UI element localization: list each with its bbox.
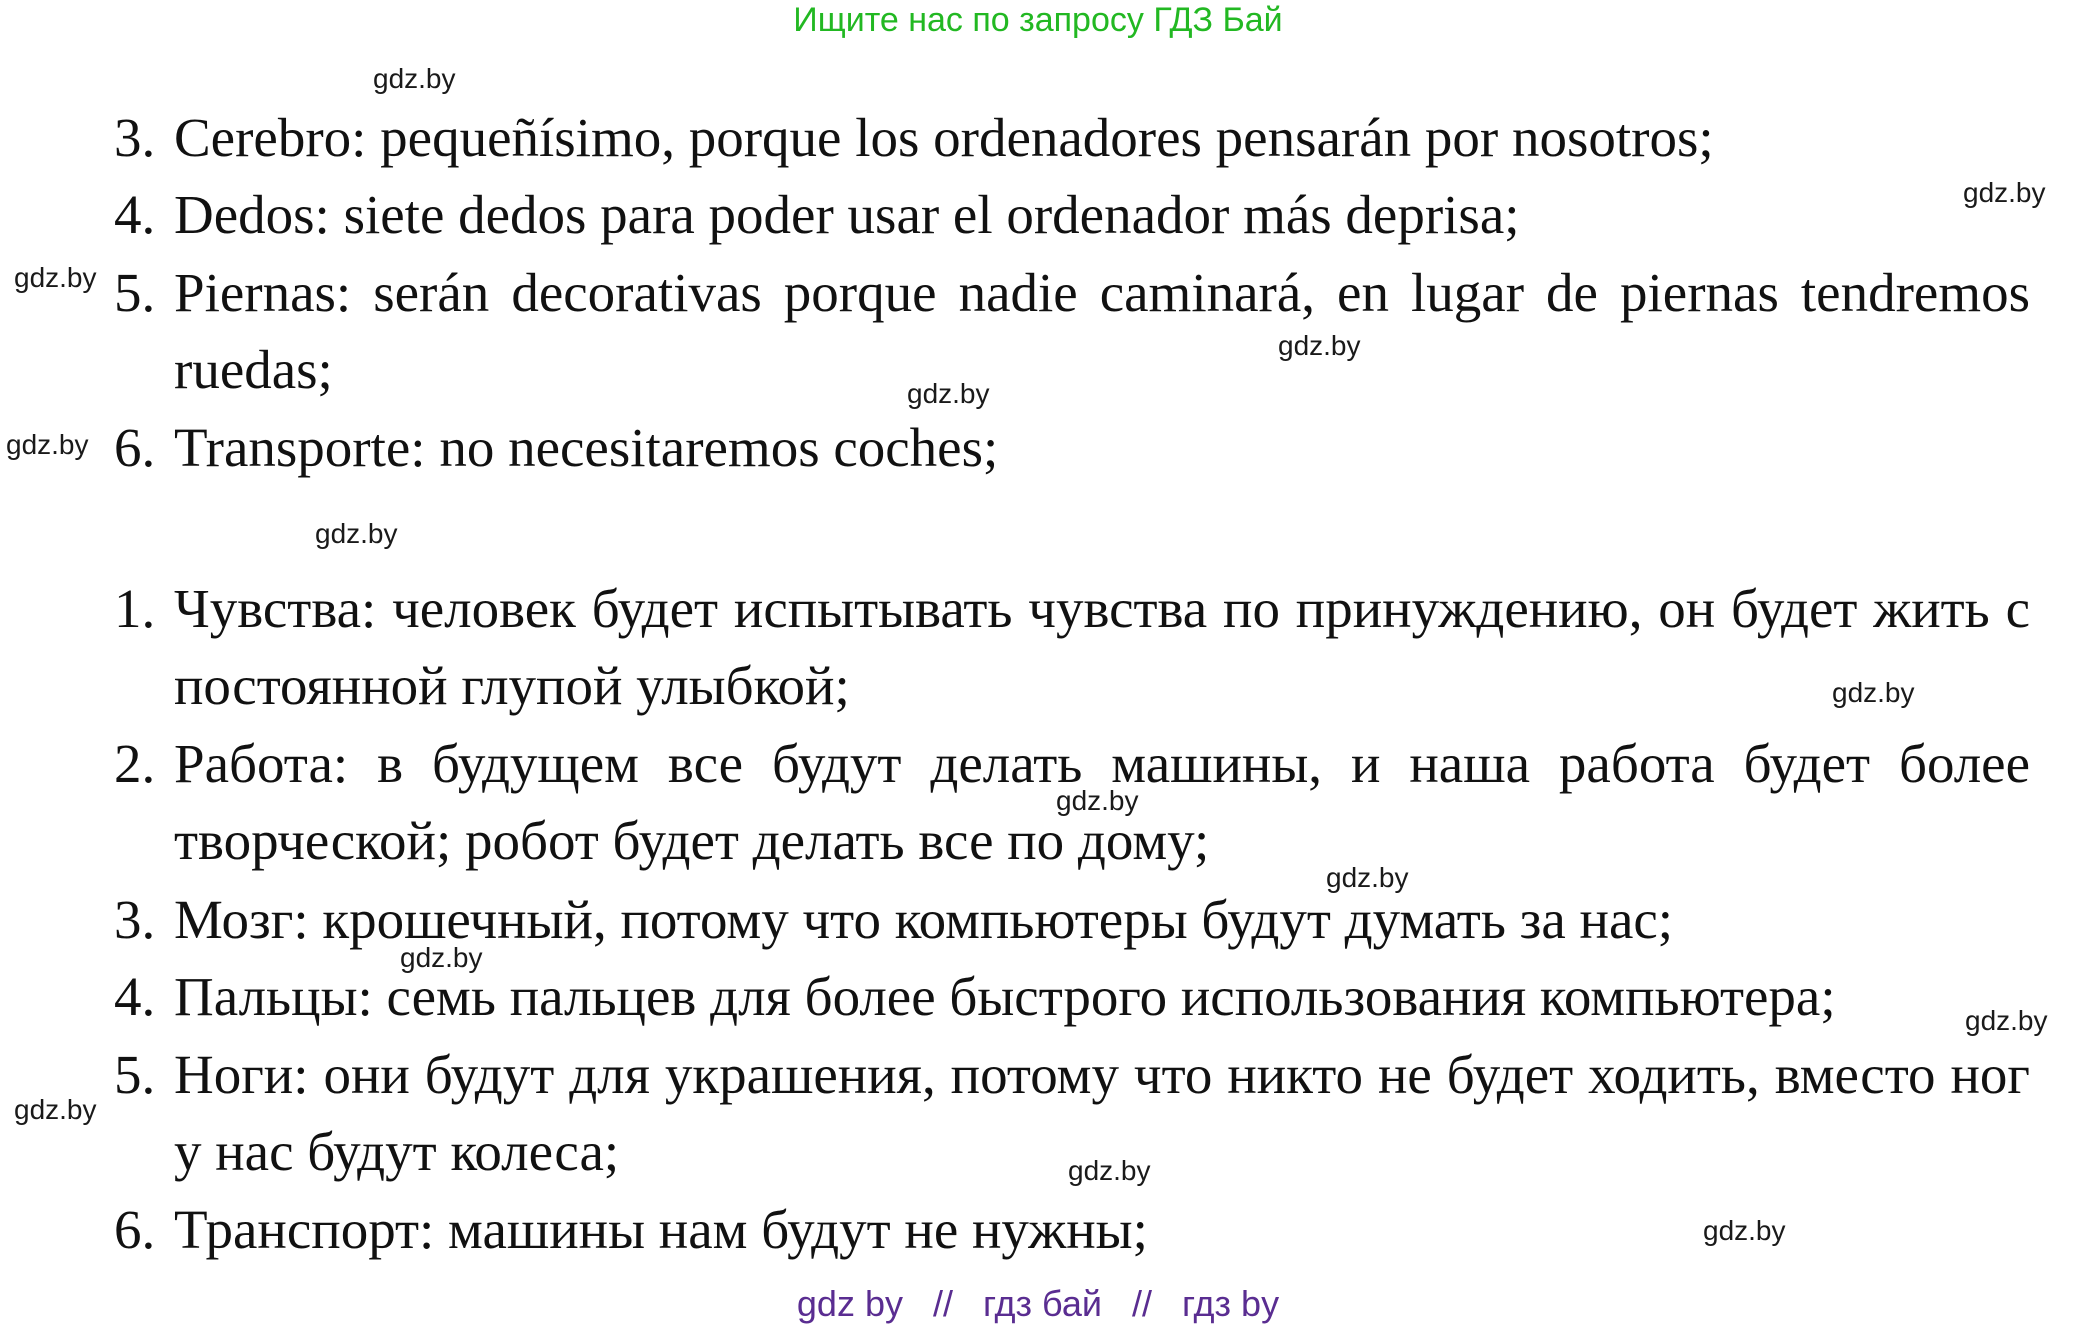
item-text: Транспорт: машины нам будут не нужны; — [174, 1199, 1148, 1260]
item-text: Transporte: no necesitaremos coches; — [174, 417, 999, 478]
item-text: Piernas: serán decorativas porque nadie caminará, en lugar de piernas tendremos ruedas; — [174, 262, 2030, 400]
item-number: 5. — [114, 262, 156, 323]
item-number: 1. — [114, 578, 156, 639]
item-number: 3. — [114, 107, 156, 168]
item-number: 4. — [114, 184, 156, 245]
footer-separator: // — [933, 1283, 954, 1324]
item-text: Мозг: крошечный, потому что компьютеры будут думать за нас; — [174, 889, 1674, 950]
watermark: gdz.by — [1703, 1215, 1786, 1246]
watermark: gdz.by — [1278, 330, 1361, 361]
item-text: Ноги: они будут для украшения, потому что никто не будет ходить, вместо ног у нас будут колеса; — [174, 1044, 2030, 1182]
watermark: gdz.by — [1963, 177, 2046, 208]
item-number: 6. — [114, 417, 156, 478]
footer-gdz-by: gdz by — [796, 1283, 903, 1324]
footer-links — [0, 1284, 2076, 1324]
footer-gdz-by-ru: гдз by — [1182, 1283, 1280, 1324]
watermark: gdz.by — [1832, 677, 1915, 708]
watermark: gdz.by — [315, 518, 398, 549]
watermark: gdz.by — [1068, 1155, 1151, 1186]
item-text: Dedos: siete dedos para poder usar el ordenador más deprisa; — [174, 184, 1520, 245]
list-item — [114, 99, 2030, 176]
list-item — [114, 176, 2030, 253]
item-number: 3. — [114, 889, 156, 950]
watermark: gdz.by — [6, 429, 89, 460]
watermark: gdz.by — [400, 942, 483, 973]
item-text: Cerebro: pequeñísimo, porque los ordenadores pensarán por nosotros; — [174, 107, 1714, 168]
item-number: 4. — [114, 966, 156, 1027]
watermark: gdz.by — [14, 262, 97, 293]
watermark: gdz.by — [1965, 1005, 2048, 1036]
watermark: gdz.by — [14, 1094, 97, 1125]
list-item — [114, 409, 2030, 486]
item-text: Чувства: человек будет испытывать чувства по принуждению, он будет жить с постоянной глупой улыбкой; — [174, 578, 2030, 716]
item-text: Пальцы: семь пальцев для более быстрого использования компьютера; — [174, 966, 1836, 1027]
item-number: 2. — [114, 733, 156, 794]
watermark: gdz.by — [1056, 785, 1139, 816]
footer-gdz-bai: гдз бай — [983, 1283, 1102, 1324]
search-banner: Ищите нас по запросу ГДЗ Бай — [793, 1, 1283, 39]
footer-separator: // — [1132, 1283, 1153, 1324]
list-item — [114, 254, 2030, 408]
item-number: 5. — [114, 1044, 156, 1105]
watermark: gdz.by — [373, 63, 456, 94]
watermark: gdz.by — [907, 378, 990, 409]
watermark: gdz.by — [1326, 862, 1409, 893]
item-number: 6. — [114, 1199, 156, 1260]
item-text: Работа: в будущем все будут делать машины, и наша работа будет более творческой; робот будет делать все по дому; — [174, 733, 2030, 871]
list-item — [114, 570, 2030, 724]
